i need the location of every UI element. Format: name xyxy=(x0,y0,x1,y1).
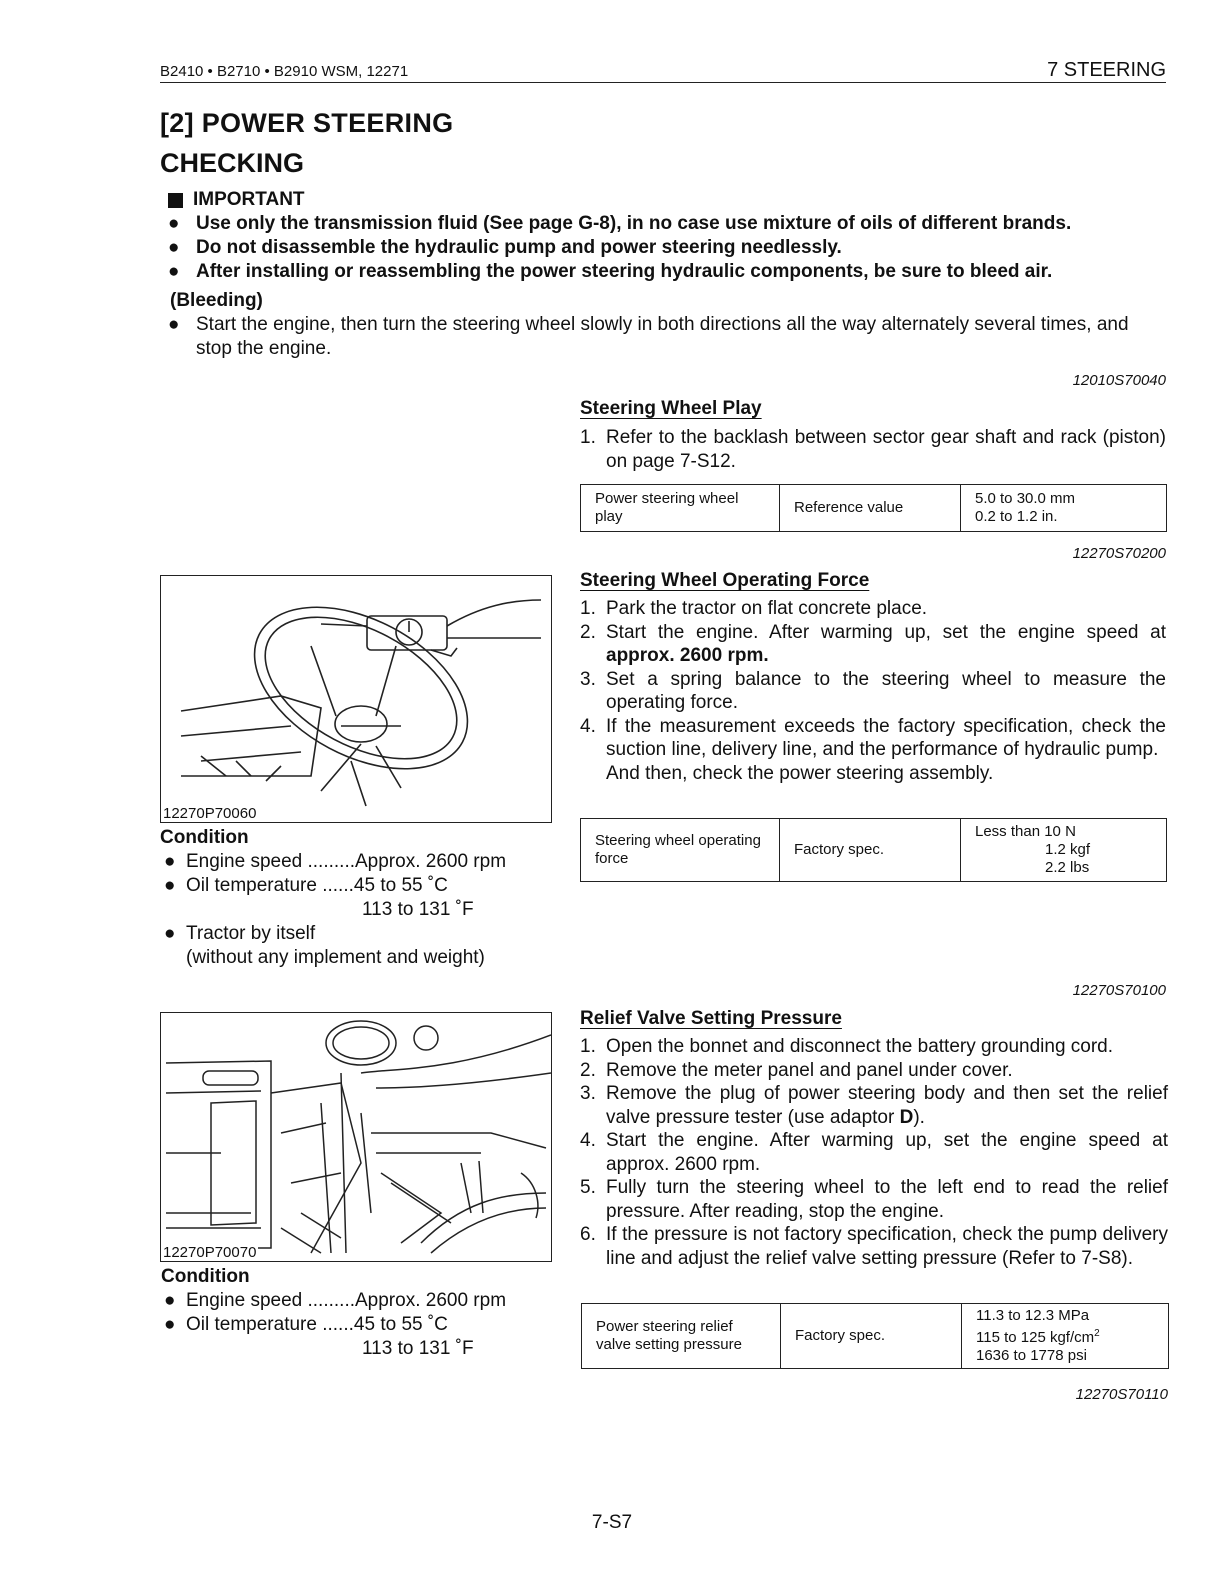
bullet-icon: ● xyxy=(164,1290,176,1311)
relief-valve-title: Relief Valve Setting Pressure xyxy=(580,1008,842,1029)
figure-code: 12270P70060 xyxy=(163,805,257,822)
list-item: 3. Set a spring balance to the steering wheel to measure the operating force. xyxy=(580,668,1166,713)
steering-wheel-illustration xyxy=(161,576,551,822)
spec-type: Factory spec. xyxy=(781,1304,962,1369)
important-label: IMPORTANT xyxy=(193,189,305,210)
operating-force-steps: 1. Park the tractor on flat concrete place. 2. Start the engine. After warming up, set the engine speed at approx. 2600 rpm. 3. Set a spring balance to the steering wheel to measure the operating force. 4. If the measurement exceeds the factory specification, check the suction line, delivery line, and the performance of hydraulic pump. And then, check the power steering assembly. xyxy=(580,598,1166,784)
bullet-icon: ● xyxy=(164,923,176,944)
list-item: 2. Remove the meter panel and panel under cover. xyxy=(580,1059,1013,1081)
condition-heading: Condition xyxy=(161,1266,250,1287)
spec-type: Reference value xyxy=(780,485,961,532)
bleeding-text: ● Start the engine, then turn the steering wheel slowly in both directions all the way alternately several times, and stop the engine. xyxy=(168,314,1129,359)
list-item: ● Oil temperature ...... 45 to 55 ˚C xyxy=(164,1314,448,1335)
list-item: 1. Open the bonnet and disconnect the battery grounding cord. xyxy=(580,1036,1114,1057)
condition-heading: Condition xyxy=(160,827,249,848)
wheel-play-spec-table xyxy=(580,484,1167,532)
list-item: ● Oil temperature ...... 45 to 55 ˚C xyxy=(164,875,448,896)
header-chapter: 7 STEERING xyxy=(1047,59,1166,81)
relief-valve-steps xyxy=(580,1035,1168,1270)
spec-value: 11.3 to 12.3 MPa 115 to 125 kgf/$cm^2$ 1636 to 1778 psi xyxy=(962,1304,1169,1369)
list-item: 4. Start the engine. After warming up, set the engine speed at approx. 2600 rpm. xyxy=(580,1130,1168,1175)
list-item: 3. Remove the plug of power steering body and then set the relief valve pressure tester (use adaptor D). xyxy=(580,1083,1168,1128)
important-heading xyxy=(168,189,305,211)
wheel-play-steps xyxy=(580,426,1166,473)
list-item: 6. If the pressure is not factory specification, check the pump delivery line and adjust the relief valve setting pressure (Refer to 7-S8). xyxy=(580,1224,1168,1269)
list-item: ● Tractor by itself xyxy=(164,923,316,944)
spec-item: Power steering relief valve setting pressure xyxy=(582,1304,781,1369)
doc-code: 12010S70040 xyxy=(1072,372,1166,389)
square-bullet-icon xyxy=(168,193,183,208)
spec-value: 5.0 to 30.0 mm 0.2 to 1.2 in. xyxy=(961,485,1167,532)
list-item: 5. Fully turn the steering wheel to the left end to read the relief pressure. After reading, stop the engine. xyxy=(580,1177,1168,1222)
spec-value: Less than 10 N 1.2 kgf 2.2 lbs xyxy=(961,819,1167,882)
list-item: ● Engine speed ......... Approx. 2600 rpm xyxy=(164,851,507,872)
figure-steering-wheel-balance xyxy=(160,575,552,823)
list-item: 1. Refer to the backlash between sector gear shaft and rack (piston) on page 7-S12. xyxy=(580,427,1166,472)
relief-valve-spec-table xyxy=(581,1303,1169,1369)
doc-code: 12270S70110 xyxy=(1075,1386,1168,1403)
spec-item: Power steering wheel play xyxy=(581,485,780,532)
spec-type: Factory spec. xyxy=(780,819,961,882)
bullet-icon: ● xyxy=(168,314,180,335)
bullet-icon: ● xyxy=(168,213,180,234)
section-title: [2] POWER STEERING xyxy=(160,108,454,138)
condition-list: ● Engine speed ......... Approx. 2600 rpm ● Oil temperature ...... 45 to 55 ˚C 113 to 131 ˚F ● Tractor by itself (without any implement and weight) xyxy=(164,850,544,970)
operating-force-spec-table xyxy=(580,818,1167,882)
bullet-icon: ● xyxy=(164,851,176,872)
tractor-engine-illustration xyxy=(161,1013,551,1261)
doc-code: 12270S70100 xyxy=(1072,982,1166,999)
condition-list: ● Engine speed ......... Approx. 2600 rpm ● Oil temperature ...... 45 to 55 ˚C 113 to 131 ˚F xyxy=(164,1289,544,1361)
section-subtitle: CHECKING xyxy=(160,148,305,178)
bleeding-heading: (Bleeding) xyxy=(170,290,263,311)
bullet-icon: ● xyxy=(164,875,176,896)
header-model: B2410 • B2710 • B2910 WSM, 12271 xyxy=(160,63,409,80)
header-rule xyxy=(160,82,1166,83)
list-item: 4. If the measurement exceeds the factory specification, check the suction line, delivery line, and the performance of hydraulic pump. xyxy=(580,715,1166,760)
list-item: 1. Park the tractor on flat concrete place. xyxy=(580,598,928,619)
bullet-icon: ● xyxy=(168,237,180,258)
figure-code: 12270P70070 xyxy=(163,1244,257,1261)
list-item: ● Use only the transmission fluid (See page G-8), in no case use mixture of oils of different brands. xyxy=(168,213,1072,234)
doc-code: 12270S70200 xyxy=(1072,545,1166,562)
spec-item: Steering wheel operating force xyxy=(581,819,780,882)
list-item: ● Do not disassemble the hydraulic pump and power steering needlessly. xyxy=(168,237,842,258)
page-number: 7-S7 xyxy=(591,1512,633,1533)
list-item: 2. Start the engine. After warming up, set the engine speed at approx. 2600 rpm. xyxy=(580,621,1166,666)
list-item: ● After installing or reassembling the power steering hydraulic components, be sure to bleed air. xyxy=(168,261,1053,282)
bullet-icon: ● xyxy=(168,261,180,282)
bullet-icon: ● xyxy=(164,1314,176,1335)
list-item: ● Engine speed ......... Approx. 2600 rpm xyxy=(164,1290,507,1311)
operating-force-title: Steering Wheel Operating Force xyxy=(580,570,870,591)
figure-relief-valve-tester xyxy=(160,1012,552,1262)
wheel-play-title: Steering Wheel Play xyxy=(580,398,762,419)
important-list xyxy=(168,212,1168,284)
